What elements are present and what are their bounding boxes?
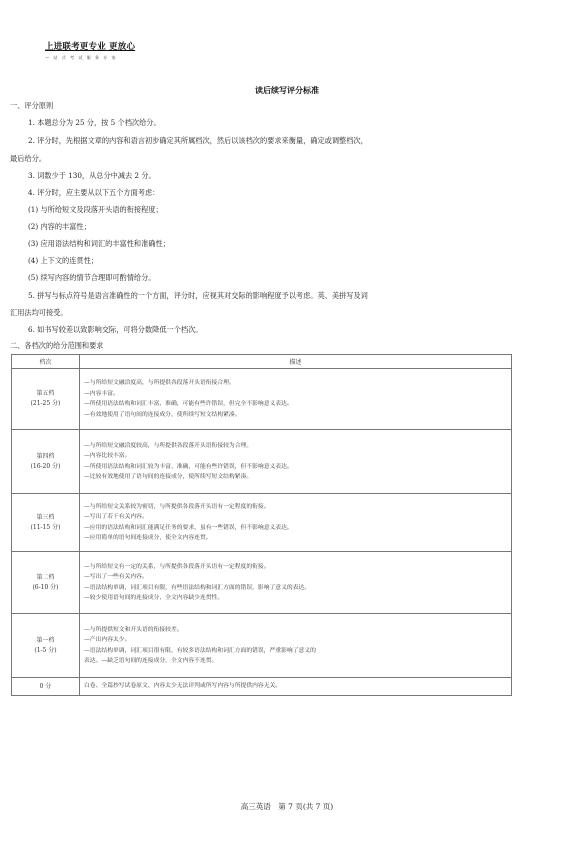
rule-line: (5) 续写内容的情节合理即可酌情给分。 (28, 273, 156, 282)
column-header-level: 档次 (12, 355, 80, 369)
level-cell (12, 430, 80, 494)
level-name: 第四档 (36, 452, 55, 460)
description-line: —语法结构单调，词汇项目很有限，有较多语法结构和词汇方面的错误，严重影响了意义的 (84, 647, 316, 654)
rule-line: (3) 应用语法结构和词汇的丰富性和准确性； (28, 239, 170, 248)
description-cell (80, 430, 512, 494)
column-header-description: 描述 (80, 355, 512, 369)
rule-line: (2) 内容的丰富性； (28, 222, 91, 231)
brand-tagline: — 站 式 考 试 服 务 专 家 (45, 55, 118, 60)
description-line: 表达。—缺乏语句间的连接成分，全文内容不连贯。 (84, 658, 218, 664)
description-cell (80, 369, 512, 430)
level-name: 0 分 (39, 682, 52, 690)
table-header-row (12, 355, 512, 369)
level-cell (12, 552, 80, 614)
description-line: —较少使用语句间的连接成分，全文内容缺少连贯性。 (84, 595, 224, 601)
rule-line: 最后给分。 (10, 154, 46, 163)
rule-line: (1) 与所给短文及段落开头语的衔接程度； (28, 205, 163, 214)
page-footer: 高三英语 第 7 页(共 7 页) (240, 802, 334, 811)
table-row (12, 494, 512, 552)
table-row (12, 369, 512, 430)
description-line: —比较有效地使用了语句间的连接成分，使所续写短文结构紧凑。 (84, 474, 253, 480)
description-line: —产出内容太少。 (84, 637, 131, 643)
description-line: —与所给短文融洽度高，与所提供各段落开头语衔接合理。 (84, 380, 235, 386)
grading-table (11, 354, 512, 696)
level-cell (12, 678, 80, 696)
rule-line: 6. 如书写较差以致影响交际，可将分数降低一个档次。 (28, 325, 203, 334)
section-heading: 一、评分原则 (10, 101, 54, 110)
level-cell (12, 369, 80, 430)
rule-line: 4. 评分时，应主要从以下五个方面考虑： (28, 188, 160, 197)
description-cell (80, 678, 512, 696)
description-line: —应用的语法结构和词汇能满足任务的要求，虽有一些错误，但不影响意义表达。 (84, 524, 293, 531)
table-row (12, 678, 512, 696)
description-line: —写出了若干有关内容。 (84, 514, 148, 520)
rule-line: 3. 词数少于 130，从总分中减去 2 分。 (28, 171, 156, 180)
description-line: —语法结构单调，词汇项目有限，有些语法结构和词汇方面的错误，影响了意义的表达。 (84, 584, 311, 591)
description-cell (80, 494, 512, 552)
brand-name: 上进联考更专业 更放心 (45, 42, 136, 52)
level-name: 第二档 (36, 573, 55, 581)
table-row (12, 430, 512, 494)
table-row (12, 552, 512, 614)
description-cell (80, 614, 512, 678)
level-range: (11-15 分) (30, 523, 61, 531)
description-line: —应用简单的语句间连接成分，使全文内容连贯。 (84, 535, 212, 541)
description-line: —与所给短文融洽度较高，与所提供各段落开头语衔接较为合理。 (84, 442, 253, 449)
level-cell (12, 614, 80, 678)
description-line: —所使用语法结构和词汇较为丰富、准确，可能有些许错误，但不影响意义表达。 (84, 463, 293, 470)
description-line: —有效地使用了语句间的连接成分，使所续写短文结构紧凑。 (84, 411, 241, 418)
description-line: 白卷、全篇抄写试卷原文、内容太少无法评判或所写内容与所提供内容无关。 (84, 683, 282, 690)
brand-header (45, 40, 135, 61)
description-line: —内容丰富。 (84, 390, 119, 397)
document-title: 读后续写评分标准 (255, 85, 319, 95)
level-name: 第五档 (36, 390, 55, 397)
level-name: 第三档 (36, 513, 55, 521)
description-cell (80, 552, 512, 614)
level-range: (21-25 分) (30, 400, 61, 407)
description-line: —内容比较丰富。 (84, 453, 131, 459)
rule-line: 汇用法均可接受。 (10, 308, 68, 317)
level-name: 第一档 (36, 636, 55, 644)
level-range: (1-5 分) (34, 646, 57, 654)
description-line: —与所给短文有一定的关系，与所提供各段落开头语有一定程度的衔接。 (84, 563, 270, 570)
description-line: —与所给短文关系较为密切，与所提供各段落开头语有一定程度的衔接。 (84, 503, 270, 510)
description-line: —所使用语法结构和词汇丰富、准确，可能有些许错误，但完全不影响意义表达。 (84, 401, 293, 407)
rule-line: (4) 上下文的连贯性； (28, 256, 98, 265)
level-range: (6-10 分) (32, 583, 59, 591)
description-line: —写出了一些有关内容。 (84, 574, 148, 580)
section-heading: 二、各档次的给分范围和要求 (10, 341, 104, 350)
rule-line: 2. 评分时，先根据文章的内容和语言初步确定其所属档次，然后以该档次的要求来衡量，确定或调整档次， (28, 136, 368, 145)
level-cell (12, 494, 80, 552)
description-line: —与所提供短文和开头语的衔接较差。 (84, 626, 183, 633)
table-row (12, 614, 512, 678)
level-range: (16-20 分) (30, 462, 61, 470)
rule-line: 5. 拼写与标点符号是语言准确性的一个方面，评分时，应视其对交际的影响程度予以考虑。英、美拼写及词 (28, 291, 368, 300)
rule-line: 1. 本题总分为 25 分，按 5 个档次给分。 (28, 118, 161, 127)
